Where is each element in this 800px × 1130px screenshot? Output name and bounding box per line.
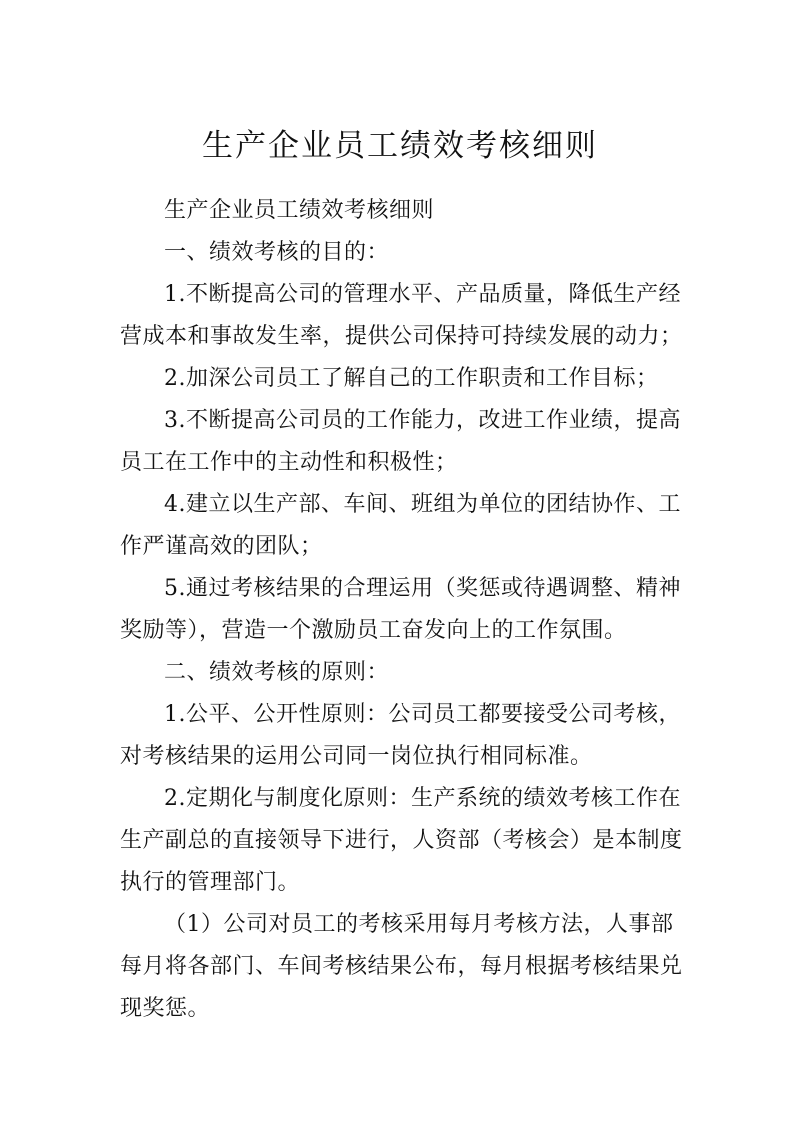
paragraph-purpose-5: 5.通过考核结果的合理运用（奖惩或待遇调整、精神奖励等），营造一个激励员工奋发向上的工作氛围。 [120, 576, 681, 643]
section-heading-purpose: 一、绩效考核的目的： [164, 240, 390, 265]
section-heading-principles: 二、绩效考核的原则： [164, 660, 390, 685]
paragraph-principle-2: 2.定期化与制度化原则：生产系统的绩效考核工作在生产副总的直接领导下进行，人资部（考核会）是本制度执行的管理部门。 [120, 786, 683, 895]
document-title: 生产企业员工绩效考核细则 [202, 128, 598, 164]
paragraph-purpose-1: 1.不断提高公司的管理水平、产品质量，降低生产经营成本和事故发生率，提供公司保持可持续发展的动力； [120, 282, 683, 349]
paragraph-purpose-4: 4.建立以生产部、车间、班组为单位的团结协作、工作严谨高效的团队； [120, 492, 681, 559]
paragraph-purpose-2: 2.加深公司员工了解自己的工作职责和工作目标； [164, 366, 659, 391]
paragraph-purpose-3: 3.不断提高公司员的工作能力，改进工作业绩，提高员工在工作中的主动性和积极性； [120, 408, 681, 475]
paragraph-principle-2-item-1: （1）公司对员工的考核采用每月考核方法，人事部每月将各部门、车间考核结果公布，每月根据考核结果兑现奖惩。 [120, 912, 683, 1021]
paragraph-principle-1: 1.公平、公开性原则：公司员工都要接受公司考核，对考核结果的运用公司同一岗位执行相同标准。 [120, 702, 681, 769]
paragraph-subtitle: 生产企业员工绩效考核细则 [164, 198, 435, 223]
document-body [120, 190, 692, 1030]
